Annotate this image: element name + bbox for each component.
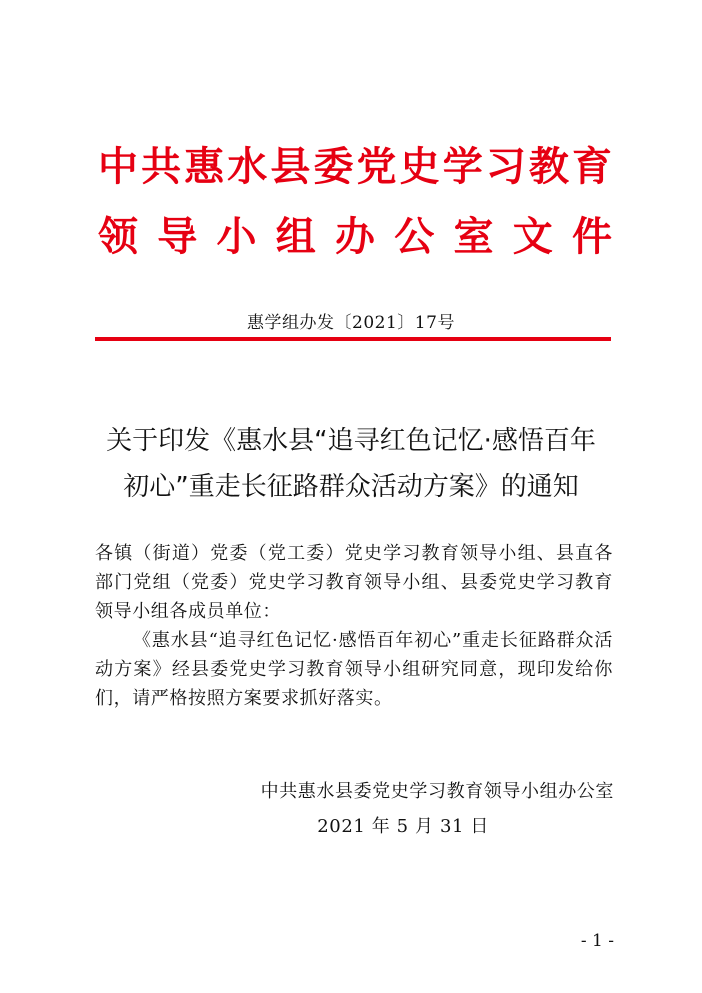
- document-header-title-line-2: 领导小组办公室文件: [98, 214, 612, 260]
- main-paragraph: 《惠水县“追寻红色记忆·感悟百年初心”重走长征路群众活动方案》经县委党史学习教育领导小组研究同意，现印发给你们，请严格按照方案要求抓好落实。: [95, 630, 613, 709]
- issuer-signature: 中共惠水县委党史学习教育领导小组办公室: [260, 781, 614, 802]
- notice-body: [95, 539, 613, 713]
- notice-subject-line-1: 关于印发《惠水县“追寻红色记忆·感悟百年: [106, 426, 596, 456]
- document-header-title-line-1: 中共惠水县委党史学习教育: [98, 144, 612, 190]
- notice-subject-line-2: 初心”重走长征路群众活动方案》的通知: [123, 472, 579, 502]
- addressee-paragraph: 各镇（街道）党委（党工委）党史学习教育领导小组、县直各部门党组（党委）党史学习教育领导小组、县委党史学习教育领导小组各成员单位：: [95, 543, 613, 622]
- red-divider-rule: [95, 337, 611, 341]
- document-number: 惠学组办发〔2021〕17号: [247, 313, 455, 333]
- page-number: - 1 -: [580, 931, 614, 951]
- issue-date: 2021 年 5 月 31 日: [317, 816, 489, 837]
